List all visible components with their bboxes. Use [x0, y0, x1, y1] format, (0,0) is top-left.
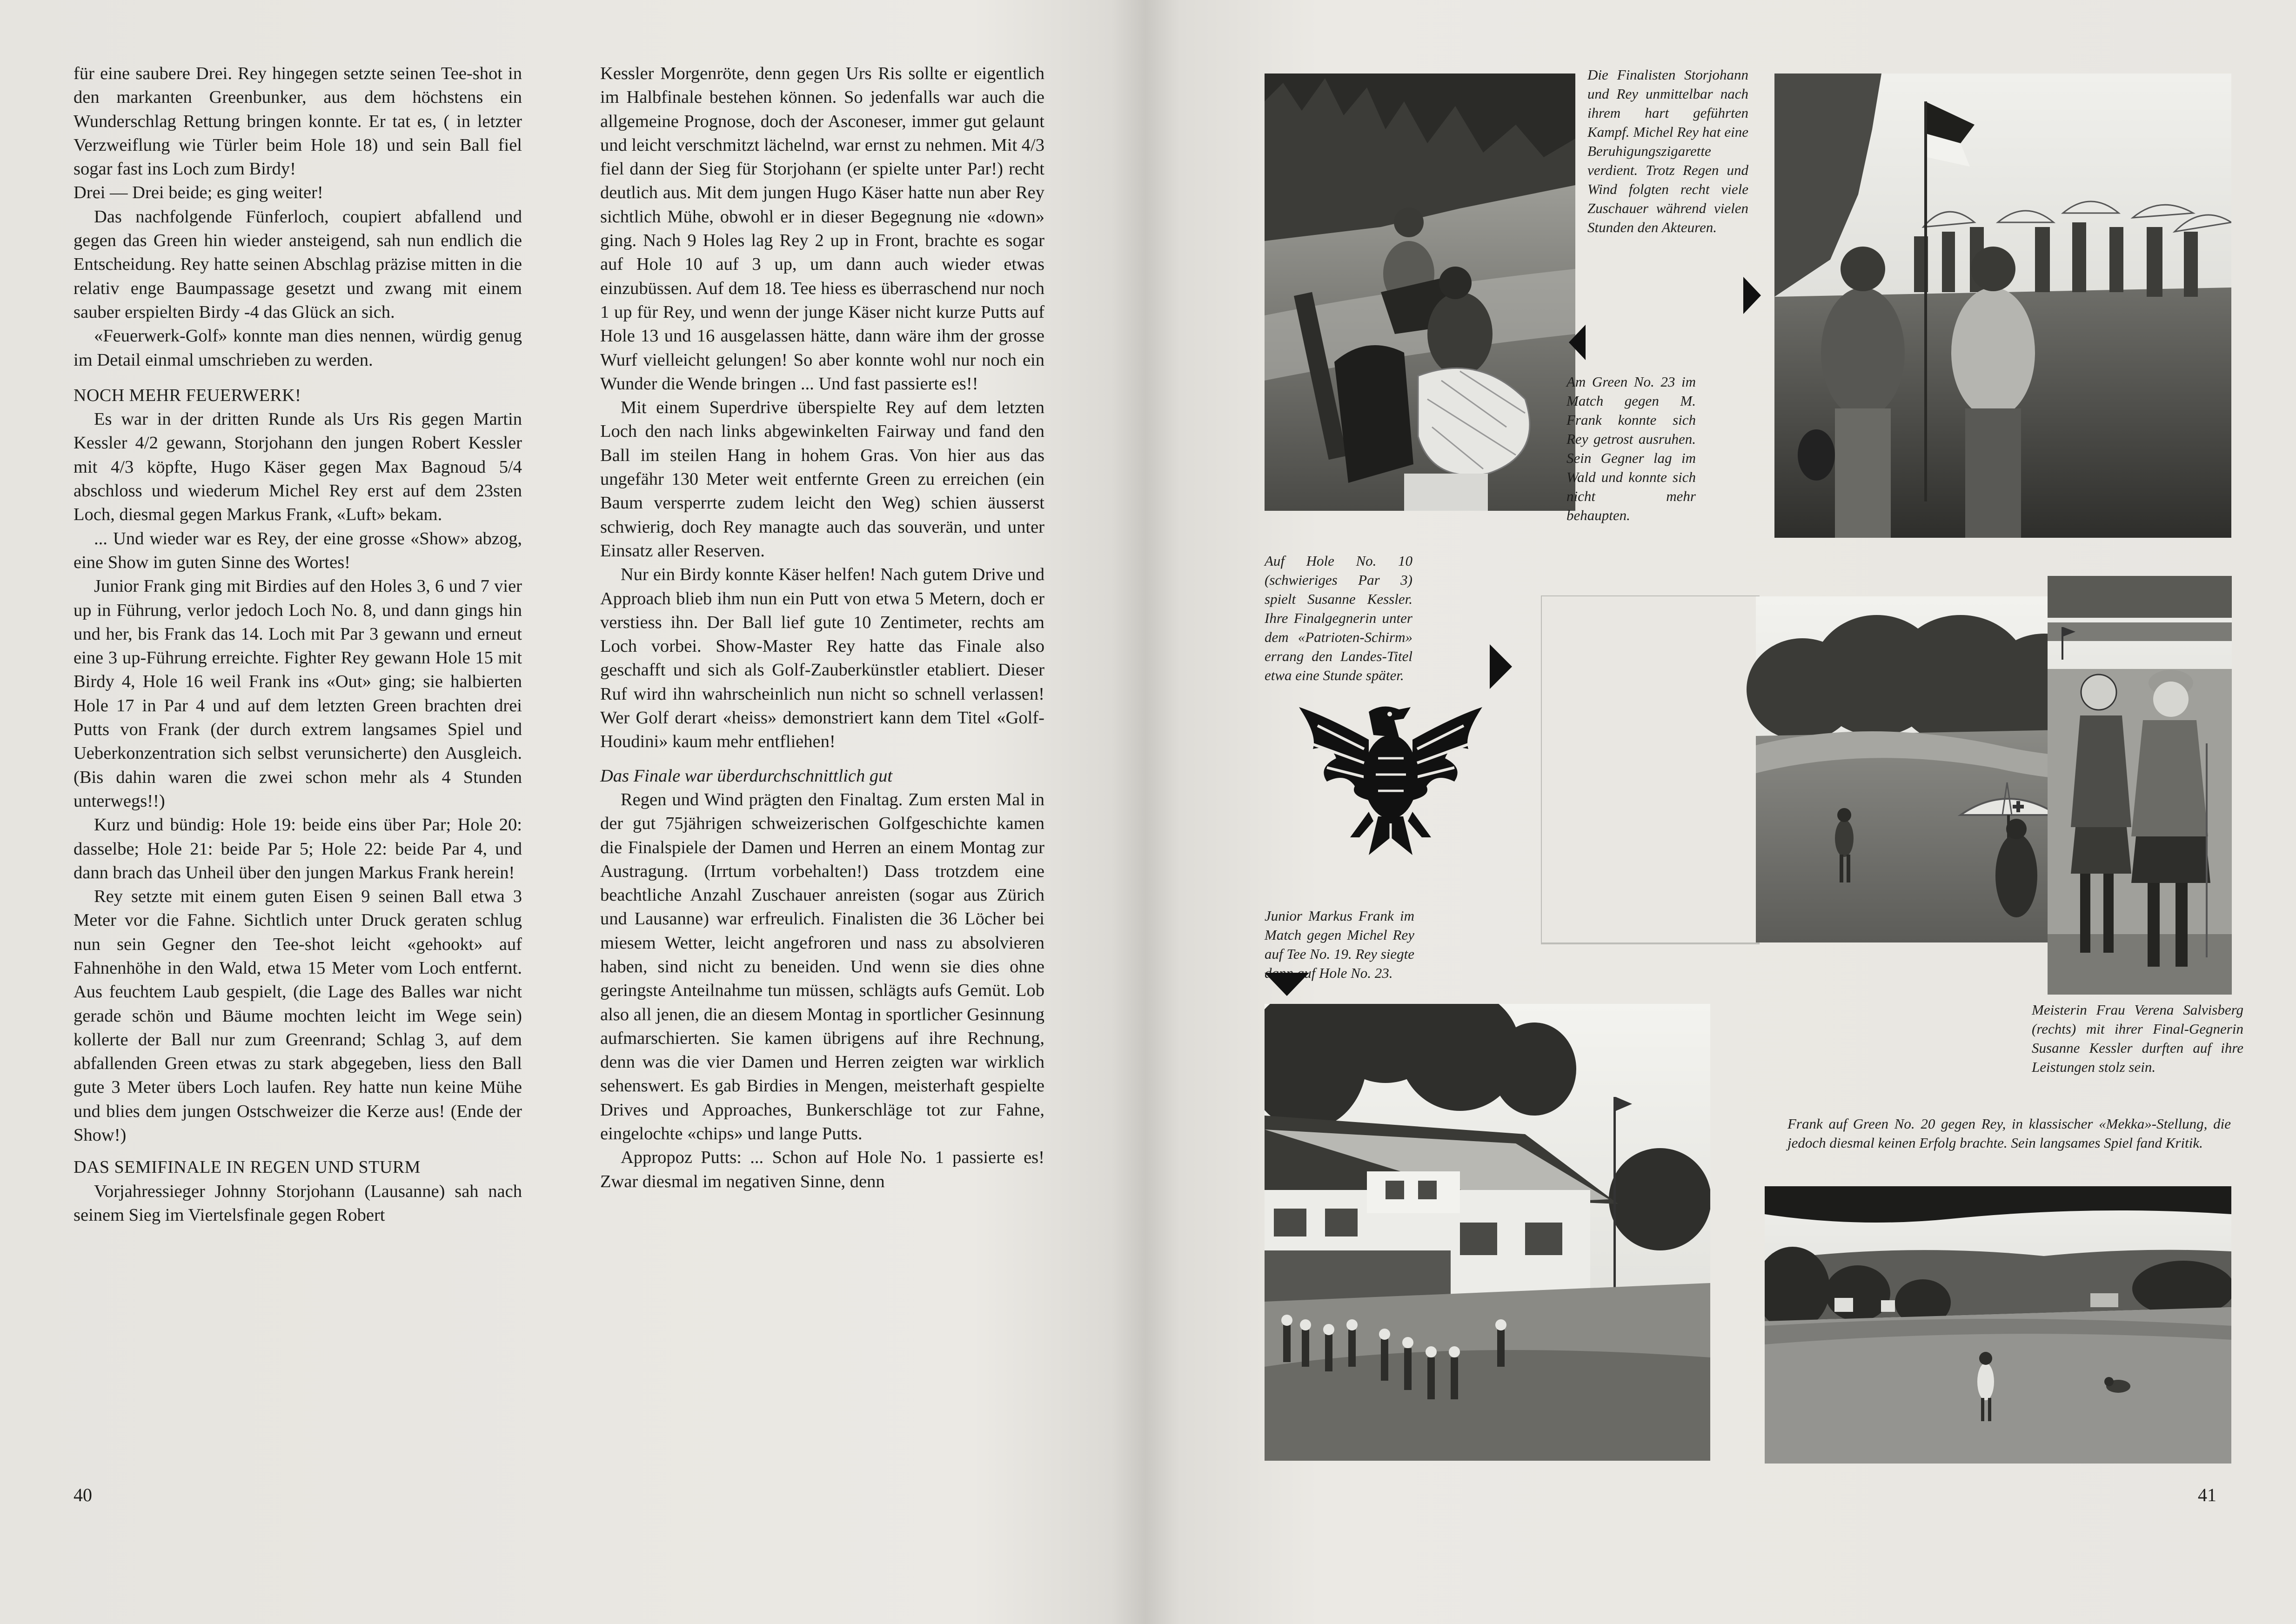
arrow-down-icon [1265, 973, 1309, 996]
paragraph: für eine saubere Drei. Rey hingegen setzte seinen Tee-shot in den markanten Greenbunker, aus dem höchstens ein Wunderschlag Rettung bringen konnte. Er tat es, ( in letzter Verzweiflung wie Türler beim Hole 18) und sein Ball fiel sogar fast ins Loch zum Birdy! [74, 64, 522, 179]
caption-junior-frank: Junior Markus Frank im Match gegen Michel Rey auf Tee No. 19. Rey siegte dann auf Hole No. 23. [1265, 908, 1414, 981]
paragraph: Regen und Wind prägten den Finaltag. Zum ersten Mal in der gut 75jährigen schweizerischen Golfgeschichte kamen die Finalspiele der Damen und Herren an einem Montag zur Austragung. (Irrtum vorbehalten!) Dass trotzdem eine beachtliche Anzahl Zuschauer anreisten (sogar aus Zürich und Lausanne) war erfreulich. Finalisten die 36 Löcher bei miesem Wetter, leicht angefroren und nass zu absolvieren haben, sind nicht zu beneiden. Und wenn sie dies ohne geringste Anteilnahme tun müssen, schlägts aufs Gemüt. Lob also all jenen, die an diesem Montag in sportlicher Gesinnung aufmarschierten. Sie kamen übrigens auf ihre Rechnung, denn was die vier Damen und Herren zeigten war wirklich sehenswert. Es gab Birdies in Mengen, meisterhaft gespielte Drives und Approaches, Bunkerschläge tot zur Fahne, eingelochte «chips» und lange Putts. [600, 789, 1044, 1144]
paragraph: Junior Frank ging mit Birdies auf den Holes 3, 6 und 7 vier up in Führung, verlor jedoch Loch No. 8, und dann gings hin und her, bis Frank das 14. Loch mit Par 3 gewann und erneut eine 3 up-Führung erreichte. Fighter Rey gewann Hole 15 mit Birdy 4, Hole 16 weil Frank ins «Out» ging; sie halbierten Hole 17 in Par 4 und auf dem letzten Green brachten drei Putts von Frank (der durch extrem langsames Spiel und Ueberkonzentration sich selbst verunsicherte) den Ausgleich. (Bis dahin waren die zwei schon mehr als 4 Stunden unterwegs!!) [74, 576, 522, 811]
photo-clubhouse [1265, 1004, 1710, 1461]
arrow-right-icon [1490, 644, 1512, 689]
paragraph: Drei — Drei beide; es ging weiter! [74, 183, 323, 203]
section-heading: NOCH MEHR FEUERWERK! [74, 385, 301, 405]
paragraph: ... Und wieder war es Rey, der eine grosse «Show» abzog, eine Show im guten Sinne des Wortes! [74, 528, 522, 572]
photo-women-champions [2048, 576, 2232, 995]
paragraph: Appropoz Putts: ... Schon auf Hole No. 1 passierte es! Zwar diesmal im negativen Sinne, denn [600, 1148, 1044, 1191]
paragraph: Kurz und bündig: Hole 19: beide eins über Par; Hole 20: dasselbe; Hole 21: beide Par 5; Hole 22: beide Par 4, und dann brach das Unheil über den jungen Markus Frank herein! [74, 815, 522, 882]
paragraph: Vorjahressieger Johnny Storjohann (Lausanne) sah nach seinem Sieg im Viertelsfinale gegen Robert [74, 1181, 522, 1225]
caption-meisterin: Meisterin Frau Verena Salvisberg (rechts) mit ihrer Final-Gegnerin Susanne Kessler durften auf ihre Leistungen stolz sein. [2032, 1002, 2243, 1075]
subheading: Das Finale war überdurchschnittlich gut [600, 766, 893, 786]
right-column [600, 62, 1044, 1194]
caption-finalists: Die Finalisten Storjohann und Rey unmittelbar nach ihrem hart geführten Kampf. Michel Rey hat eine Beruhigungszigarette verdient. Trotz Regen und Wind folgten recht viele Zuschauer während vielen Stunden den Akteuren. [1587, 67, 1748, 235]
left-column [74, 62, 522, 1227]
section-heading: DAS SEMIFINALE IN REGEN UND STURM [74, 1157, 421, 1177]
paragraph: Rey setzte mit einem guten Eisen 9 seinen Ball etwa 3 Meter vor die Fahne. Sichtlich unter Druck geraten schlug nun sein Gegner den Tee-shot leicht «gehookt» auf Fahnenhöhe in den Wald, etwa 15 Meter vom Loch entfernt. Aus feuchtem Laub gespielt, (die Lage des Balles war nicht gerade schön und Bäume mochten leicht im Wege sein) kollerte der Ball nur zum Greenrand; Schlag 3, auf dem abfallenden Green etwas zu stark abgegeben, liess den Ball gute 3 Meter übers Loch laufen. Rey hatte nun keine Mühe und blies dem jungen Ostschweizer die Kerze aus! (Ende der Show!) [74, 887, 522, 1145]
photo-green-20 [1765, 1186, 2231, 1464]
caption-frank-green-20: Frank auf Green No. 20 gegen Rey, in klassischer «Mekka»-Stellung, die jedoch diesmal keinen Erfolg brachte. Sein langsames Spiel fand Kritik. [1787, 1116, 2231, 1151]
page-number: 41 [2198, 1484, 2216, 1505]
photo-finalists [1774, 74, 2231, 538]
right-page [1145, 0, 2296, 1624]
caption-hole-10: Auf Hole No. 10 (schwieriges Par 3) spielt Susanne Kessler. Ihre Finalgegnerin unter dem «Patrioten-Schirm» errang den Landes-Titel etwa eine Stunde später. [1265, 553, 1412, 683]
paragraph: Das nachfolgende Fünferloch, coupiert abfallend und gegen das Green hin wieder ansteigend, sah nun endlich die Entscheidung. Rey hatte seinen Abschlag präzise mitten in die relativ enge Baumpassage gesetzt und zwang mit einem sauber erspielten Birdy -4 das Glück an sich. [74, 207, 522, 322]
caption-green-23: Am Green No. 23 im Match gegen M. Frank konnte sich Rey getrost ausruhen. Sein Gegner lag im Wald und konnte sich nicht mehr behaupten. [1566, 374, 1696, 523]
paragraph: Es war in der dritten Runde als Urs Ris gegen Martin Kessler 4/2 gewann, Storjohann den jungen Robert Kessler mit 4/3 köpfte, Hugo Käser gegen Max Bagnoud 5/4 abschloss und wiederum Michel Rey erst auf dem 23sten Loch, diesmal gegen Markus Frank, «Luft» bekam. [74, 409, 522, 525]
paragraph: Kessler Morgenröte, denn gegen Urs Ris sollte er eigentlich im Halbfinale bestehen können. So jedenfalls war auch die allgemeine Prognose, doch der Asconeser, immer gut gelaunt und leicht verschmitzt lächelnd, war ernst zu nehmen. Mit 4/3 fiel dann der Sieg für Storjohann (er spielte unter Par!) recht deutlich aus. Mit dem jungen Hugo Käser hatte nun aber Rey sichtlich Mühe, obwohl er in dieser Begegnung nie «down» ging. Nach 9 Holes lag Rey 2 up in Front, brachte es sogar auf Hole 10 auf 3 up, um dann auch wieder etwas einzubüssen. Auf dem 18. Tee hiess es überraschend nur noch 1 up für Rey, und wenn der junge Käser nicht kurze Putts auf Hole 13 und 16 ausgelassen hätte, dann wäre ihm der grosse Wurf vielleicht gelungen! So aber konnte wohl nur noch ein Wunder die Wende bringen ... Und fast passierte es!! [600, 64, 1044, 394]
page-number: 40 [74, 1484, 92, 1505]
paragraph: Nur ein Birdy konnte Käser helfen! Nach gutem Drive und Approach blieb ihm nun ein Putt von etwa 5 Metern, doch er verstiess ihn. Der Ball lief gute 10 Zentimeter, rechts am Loch vorbei. Show-Master Rey hatte das Finale also geschafft und sich als Golf-Zauberkünstler etabliert. Dieser Ruf wird ihn wahrscheinlich nun nicht so schnell verlassen! Wer Golf derart «heiss» demonstriert kann dem Titel «Golf-Houdini» kaum mehr entfliehen! [600, 565, 1044, 752]
paragraph: Mit einem Superdrive überspielte Rey auf dem letzten Loch den nach links abgewinkelten Fairway und fand den Ball im steilen Hang in hohem Gras. Von hier aus das ungefähr 130 Meter weit entfernte Green zu erreichen (ein Baum versperrte zudem leicht den Weg) schien äusserst schwierig, doch Rey managte auch das souverän, und unter Einsatz aller Reserven. [600, 398, 1044, 561]
paragraph: «Feuerwerk-Golf» konnte man dies nennen, würdig genug im Detail einmal umschrieben zu werden. [74, 326, 522, 370]
eagle-coat-of-arms [1299, 698, 1482, 855]
arrow-right-icon [1743, 277, 1761, 314]
left-page [0, 0, 1145, 1624]
arrow-left-icon [1569, 325, 1586, 360]
photo-golfers-resting [1265, 74, 1575, 511]
